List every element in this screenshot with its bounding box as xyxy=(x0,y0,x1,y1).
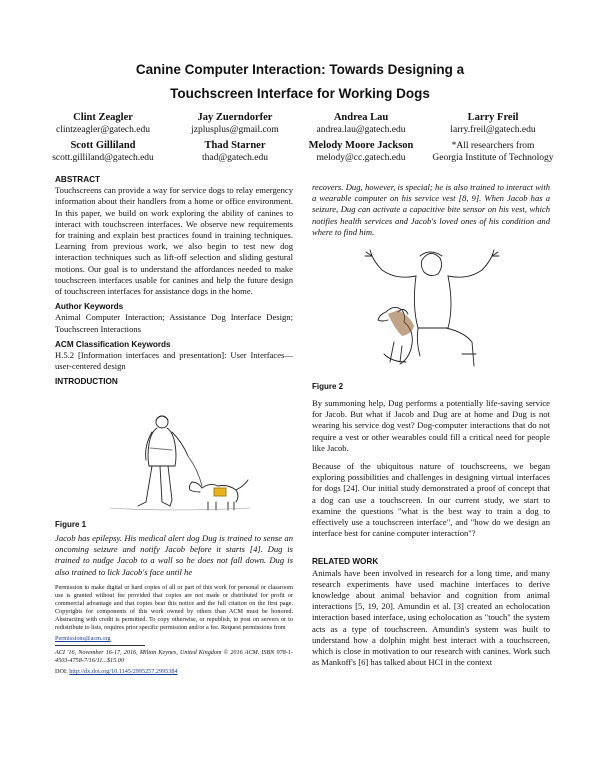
author-email: clintzeagler@gatech.edu xyxy=(56,125,150,135)
author-email: scott.gilliland@gatech.edu xyxy=(52,153,154,163)
author-block xyxy=(33,140,173,164)
figure-2-illustration xyxy=(336,242,536,370)
citation-text: ACI '16, November 16-17, 2016, Milton Keynes, United Kingdom © 2016 ACM. ISBN 978-1-4503-4758-7/16/11...$15.00 xyxy=(55,649,293,664)
body-paragraph-2: Because of the ubiquitous nature of touchscreens, we began exploring possibilities and challenges in designing virtual interfaces for dogs [24]. Our initial study demonstrated a proof of concept that a dog can use a touchscreen. In our current study, we start to examine the questions "what is the best way to train a dog to effectively use a touchscreen interface", and "how do we design an interface best for canine computer interaction"? xyxy=(312,461,550,539)
figure-1-label: Figure 1 xyxy=(55,520,87,529)
paper-title-line-2: Touchscreen Interface for Working Dogs xyxy=(170,86,430,101)
author-block xyxy=(291,112,431,136)
divider xyxy=(55,645,145,646)
author-name: Thad Starner xyxy=(204,140,266,151)
abstract-heading: ABSTRACT xyxy=(55,175,101,184)
affiliation-institution: Georgia Institute of Technology xyxy=(432,153,554,163)
author-email: melody@cc.gatech.edu xyxy=(316,153,406,163)
right-column-body xyxy=(312,398,550,668)
author-keywords-text: Animal Computer Interaction; Assistance Dog Interface Design; Touchscreen Interactions xyxy=(55,312,293,334)
related-work-text: Animals have been involved in research for a long time, and many research experiments have used machine interfaces to derive knowledge about animal behavior and cognition from animal interactions [5, 19, 20]. Amundin et al. [3] created an echolocation interaction based interface, using echolocation as "touch" the system acts as a type of touchscreen. Amundin's system was built to understand how a dolphin might best interact with a touchscreen, which is close in motivation to our research with canines. Work such as Mankoff's [6] has talked about HCI in the context xyxy=(312,567,550,668)
permission-statement xyxy=(55,584,293,676)
author-block xyxy=(165,112,305,136)
author-name: Jay Zuerndorfer xyxy=(197,112,273,123)
related-work-heading: RELATED WORK xyxy=(312,557,379,567)
author-block xyxy=(291,140,431,164)
figure-1-caption: Jacob has epilepsy. His medical alert dog Dug is trained to sense an oncoming seizure and notify Jacob before it starts [4]. Dug is trained to nudge Jacob to a wall so he does not fall down. Dug is also trained to lick Jacob's face until he xyxy=(55,533,293,577)
author-name: Andrea Lau xyxy=(333,112,389,123)
paper-title-line-1: Canine Computer Interaction: Towards Designing a xyxy=(135,62,465,77)
figure-1-illustration xyxy=(90,408,260,512)
service-vest xyxy=(214,488,226,496)
author-block xyxy=(33,112,173,136)
author-keywords-heading: Author Keywords xyxy=(55,302,124,312)
doi-line xyxy=(55,668,293,676)
doi-link[interactable]: http://dx.doi.org/10.1145/2995257.2995384 xyxy=(69,668,178,675)
author-email: larry.freil@gatech.edu xyxy=(450,125,536,135)
author-name: Melody Moore Jackson xyxy=(308,140,414,151)
permissions-email-link[interactable]: Permissions@acm.org xyxy=(55,635,111,642)
left-column xyxy=(55,174,293,388)
author-block xyxy=(423,112,563,136)
body-paragraph-1: By summoning help, Dug performs a potentially life-saving service for Jacob. But what if Jacob and Dug are at home and Dug is not wearing his service dog vest? Dog-computer interactions that do not require a vest or other wearables could fill a critical need for people like Jacob. xyxy=(312,398,550,453)
affiliation-block xyxy=(418,140,568,164)
figure-1-caption-continued: recovers. Dug, however, is special; he is also trained to interact with a wearable computer on his service vest [8, 9]. When Jacob has a seizure, Dug can activate a capacitive bite sensor on his vest, which notifies health services and Jacob's loved ones of his condition and where to find him. xyxy=(312,182,550,237)
author-name: Larry Freil xyxy=(467,112,519,123)
figure-2-label: Figure 2 xyxy=(312,382,344,391)
acm-heading: ACM Classification Keywords xyxy=(55,339,171,349)
man-head xyxy=(421,253,441,275)
affiliation-note: *All researchers from xyxy=(451,141,535,151)
author-name: Scott Gilliland xyxy=(70,140,136,151)
author-name: Clint Zeagler xyxy=(73,112,133,123)
abstract-text: Touchscreens can provide a way for service dogs to relay emergency information about their handlers from a home or office environment. In this paper, we build on work exploring the ability of canines to interact with touchscreen interfaces. We observe new requirements for training and explain best practices found in training techniques. Learning from previous work, we also begin to test new dog interaction techniques such as lift-off selection and sliding gestural motions. Our goal is to understand the affordances needed to make touchscreen interfaces usable for canines and help the future design of touchscreen interfaces for assistance dogs in the home. xyxy=(55,185,293,297)
author-block xyxy=(165,140,305,164)
dog-fur xyxy=(388,310,414,336)
author-email: andrea.lau@gatech.edu xyxy=(316,125,406,135)
acm-text: H.5.2 [Information interfaces and presentation]: User Interfaces—user-centered design xyxy=(55,350,293,372)
author-email: jzplusplus@gmail.com xyxy=(191,125,279,135)
author-email: thad@gatech.edu xyxy=(202,153,268,163)
introduction-heading: INTRODUCTION xyxy=(55,377,118,387)
permission-text: Permission to make digital or hard copies of all or part of this work for personal or classroom use is granted without fee provided that copies are not made or distributed for profit or commercial advantage and that copies bear this notice and the full citation on the first page. Copyrights for components of this work owned by others than ACM must be honored. Abstracting with credit is permitted. To copy otherwise, or republish, to post on servers or to redistribute to lists, requires prior specific permission and/or a fee. Request permissions from xyxy=(55,584,293,631)
doi-label: DOI: xyxy=(55,668,68,675)
